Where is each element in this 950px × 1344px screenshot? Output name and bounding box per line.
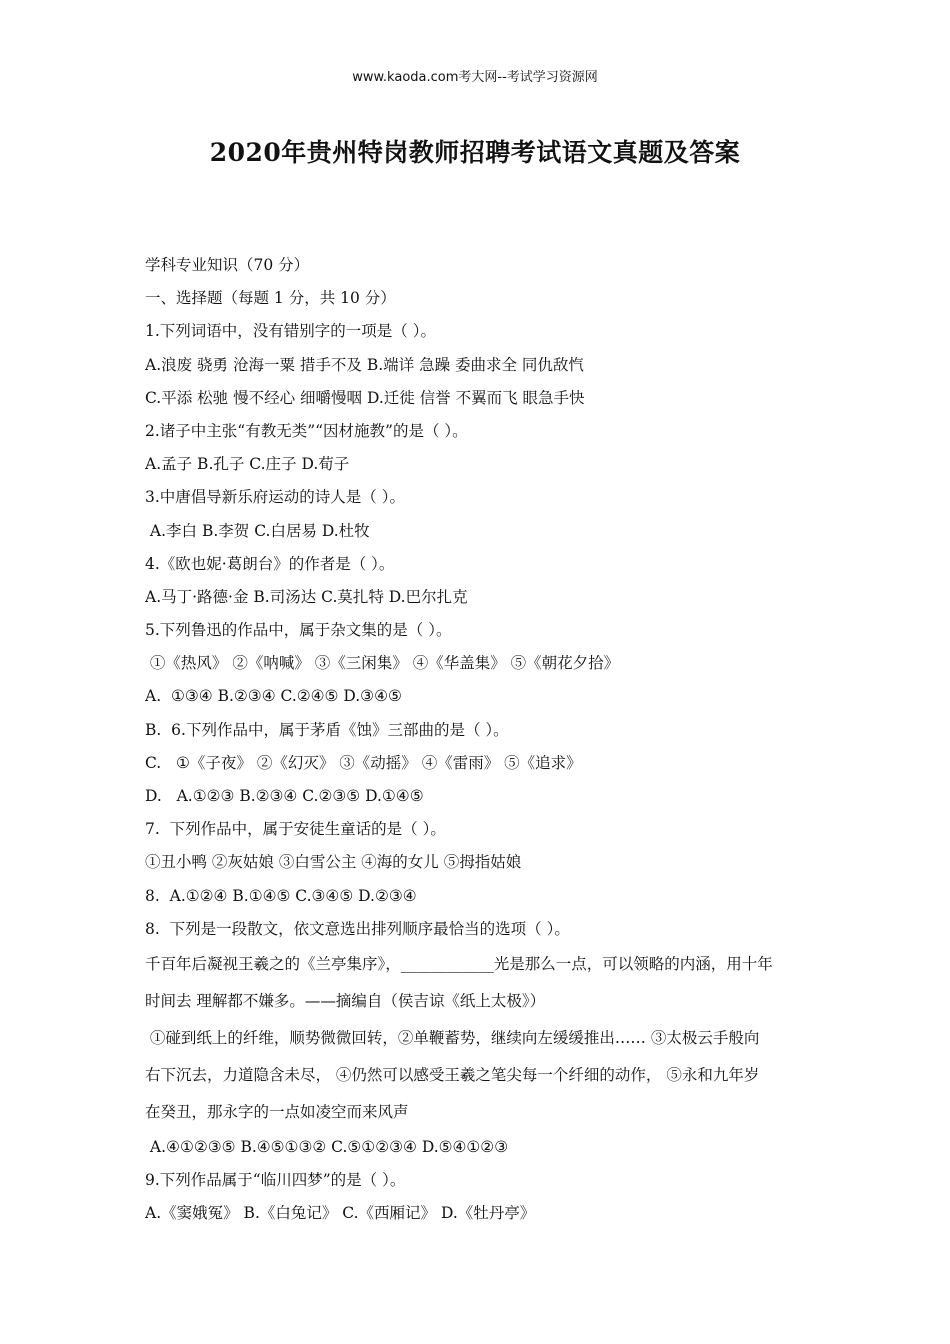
question-2: 2.诸子中主张“有教无类”“因材施教”的是（ ）。	[145, 421, 468, 440]
page-title: 2020年贵州特岗教师招聘考试语文真题及答案	[209, 138, 741, 167]
question-8-sentences-line-3: 在癸丑，那永字的一点如凌空而来风声	[145, 1102, 409, 1121]
question-8-sentences-line-1: ①碰到纸上的纤维，顺势微微回转，②单鞭蓄势，继续向左缓缓推出…… ③太极云手般向	[145, 1028, 760, 1047]
question-8-passage-line-1: 千百年后凝视王羲之的《兰亭集序》，____________光是那么一点，可以领略的内涵，用十年	[145, 954, 773, 973]
question-2-options: A.孟子 B.孔子 C.庄子 D.荀子	[145, 455, 350, 474]
question-7: 7. 下列作品中，属于安徒生童话的是（ ）。	[145, 820, 446, 839]
question-4: 4.《欧也妮·葛朗台》的作者是（ ）。	[145, 554, 395, 573]
question-5-items: ①《热风》 ②《呐喊》 ③《三闲集》 ④《华盖集》 ⑤《朝花夕拾》	[145, 654, 620, 673]
question-1-options-cd: C.平添 松驰 慢不经心 细嚼慢咽 D.迁徙 信誉 不翼而飞 眼急手快	[145, 388, 585, 407]
question-8-passage-line-2: 时间去 理解都不嫌多。——摘编自（侯吉谅《纸上太极》）	[145, 991, 546, 1010]
question-4-options: A.马丁·路德·金 B.司汤达 C.莫扎特 D.巴尔扎克	[145, 587, 468, 606]
question-1-options-ab: A.浪废 骁勇 沧海一粟 措手不及 B.端详 急躁 委曲求全 同仇敌忾	[145, 355, 584, 374]
question-1: 1.下列词语中，没有错别字的一项是（ ）。	[145, 322, 436, 341]
question-7-items: ①丑小鸭 ②灰姑娘 ③白雪公主 ④海的女儿 ⑤拇指姑娘	[145, 853, 522, 872]
question-3: 3.中唐倡导新乐府运动的诗人是（ ）。	[145, 488, 405, 507]
question-6: B. 6.下列作品中，属于茅盾《蚀》三部曲的是（ ）。	[145, 720, 509, 739]
question-8-options: A.④①②③⑤ B.④⑤①③② C.⑤①②③④ D.⑤④①②③	[145, 1137, 509, 1156]
section-heading: 学科专业知识（70 分）	[145, 256, 310, 274]
question-5-options: A. ①③④ B.②③④ C.②④⑤ D.③④⑤	[145, 687, 402, 706]
question-5: 5.下列鲁迅的作品中，属于杂文集的是（ ）。	[145, 621, 452, 640]
question-8: 8. 下列是一段散文，依文意选出排列顺序最恰当的选项（ ）。	[145, 919, 570, 938]
question-9: 9.下列作品属于“临川四梦”的是（ ）。	[145, 1171, 406, 1190]
question-8-sentences-line-2: 右下沉去，力道隐含未尽， ④仍然可以感受王羲之笔尖每一个纤细的动作， ⑤永和九年岁	[145, 1065, 760, 1084]
question-7-options: 8. A.①②④ B.①④⑤ C.③④⑤ D.②③④	[145, 886, 417, 905]
question-6-options: D. A.①②③ B.②③④ C.②③⑤ D.①④⑤	[145, 787, 424, 805]
document-body	[145, 249, 810, 1231]
question-6-items: C. ①《子夜》 ②《幻灭》 ③《动摇》 ④《雷雨》 ⑤《追求》	[145, 753, 582, 772]
question-3-options: A.李白 B.李贺 C.白居易 D.杜牧	[145, 521, 370, 540]
site-header: www.kaoda.com考大网--考试学习资源网	[352, 70, 598, 85]
part-heading: 一、选择题（每题 1 分，共 10 分）	[145, 289, 396, 308]
question-9-options: A.《窦娥冤》 B.《白兔记》 C.《西厢记》 D.《牡丹亭》	[145, 1204, 536, 1223]
